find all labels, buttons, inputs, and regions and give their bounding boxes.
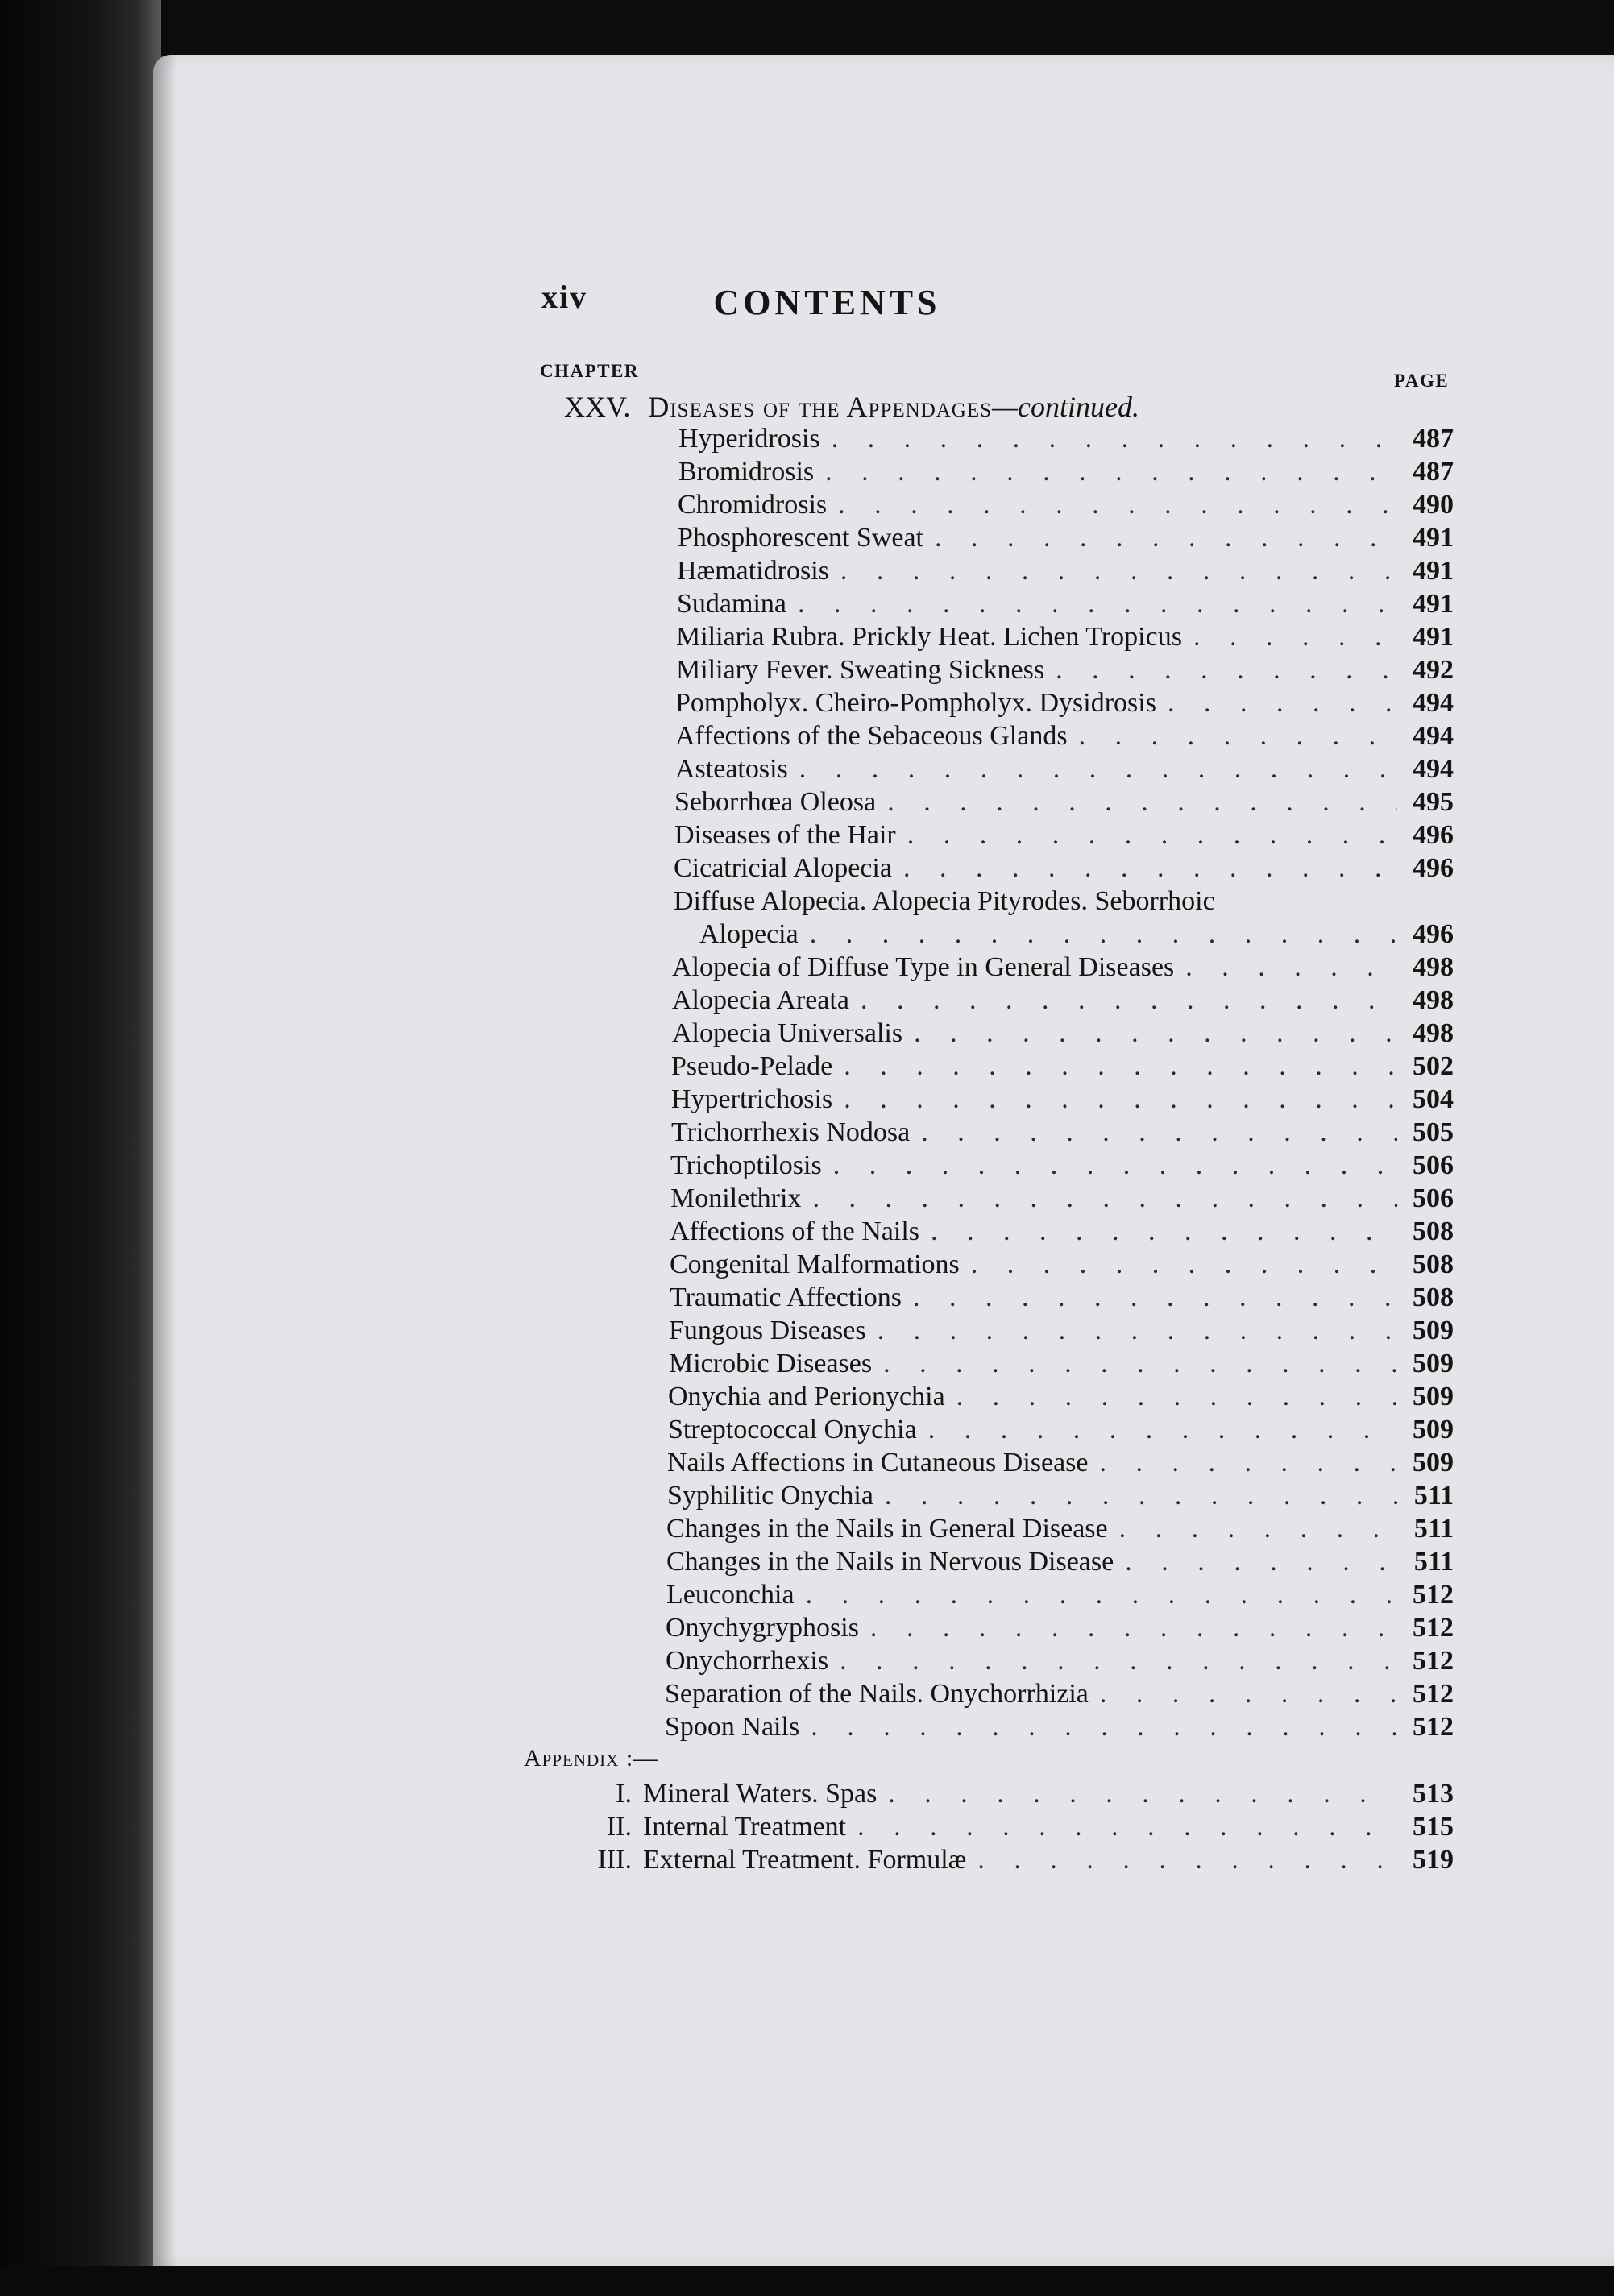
toc-entry — [668, 1382, 1454, 1414]
toc-entry-title: Asteatosis — [675, 754, 788, 784]
appendix-entry-title: External Treatment. Formulæ — [643, 1845, 967, 1875]
running-title: CONTENTS — [713, 283, 941, 322]
toc-entry-title: Changes in the Nails in Nervous Disease — [666, 1547, 1114, 1577]
toc-entry-page: 494 — [1413, 721, 1454, 751]
toc-entry-page: 505 — [1413, 1117, 1454, 1147]
toc-entry-page: 495 — [1413, 787, 1454, 817]
toc-entry-title: Pseudo-Pelade — [671, 1051, 833, 1081]
toc-entry-page: 492 — [1413, 655, 1454, 685]
toc-entry-title: Miliaria Rubra. Prickly Heat. Lichen Tropicus — [676, 622, 1182, 652]
toc-entry-title: Phosphorescent Sweat — [678, 523, 924, 553]
appendix-entry — [575, 1812, 1454, 1844]
toc-entry — [670, 1183, 1454, 1216]
toc-entry-page: 509 — [1413, 1415, 1454, 1444]
toc-entry-title: Alopecia Universalis — [672, 1018, 903, 1048]
toc-entry-page: 509 — [1413, 1316, 1454, 1345]
toc-entry — [670, 1250, 1454, 1282]
scan-background-bottom — [0, 2266, 1614, 2296]
toc-entry-title: Hyperidrosis — [678, 424, 820, 454]
toc-entry — [672, 985, 1454, 1017]
toc-entry — [670, 1283, 1454, 1315]
toc-entry-page: 504 — [1413, 1084, 1454, 1114]
toc-entry — [666, 1547, 1454, 1579]
toc-entry-title: Changes in the Nails in General Disease — [666, 1514, 1108, 1544]
toc-entry — [677, 556, 1454, 588]
toc-entry-title: Bromidrosis — [678, 457, 815, 487]
toc-entry-page: 490 — [1413, 490, 1454, 520]
toc-entry-page: 502 — [1413, 1051, 1454, 1081]
toc-entry — [670, 1216, 1454, 1249]
appendix-entry-title: Internal Treatment — [643, 1812, 847, 1842]
toc-entry-page: 496 — [1413, 853, 1454, 883]
toc-entry-title: Fungous Diseases — [669, 1316, 866, 1345]
toc-entry — [674, 820, 1454, 852]
toc-entry-page: 511 — [1413, 1547, 1454, 1577]
toc-entry — [666, 1646, 1454, 1678]
toc-entry — [677, 589, 1454, 621]
chapter-number: XXV. — [564, 391, 631, 423]
toc-entry-title: Chromidrosis — [678, 490, 828, 520]
toc-entry — [678, 457, 1454, 489]
toc-entry-title-continued: Alopecia — [699, 919, 799, 949]
page-number: xiv — [541, 279, 588, 315]
toc-entry — [667, 1448, 1454, 1480]
toc-entry — [671, 1051, 1454, 1084]
toc-entry-page: 506 — [1413, 1183, 1454, 1213]
toc-entry — [671, 1117, 1454, 1150]
toc-entry-title: Pompholyx. Cheiro-Pompholyx. Dysidrosis — [675, 688, 1156, 718]
toc-entry-title: Cicatricial Alopecia — [674, 853, 892, 883]
toc-entry-page: 496 — [1413, 820, 1454, 850]
toc-entry-page: 512 — [1413, 1679, 1454, 1709]
toc-entry-page: 509 — [1413, 1349, 1454, 1378]
appendix-entry-page: 519 — [1413, 1845, 1454, 1875]
toc-entry-title: Onychorrhexis — [666, 1646, 829, 1676]
chapter-continued: —continued. — [992, 391, 1140, 423]
toc-entry — [676, 622, 1454, 654]
toc-entry — [675, 721, 1454, 753]
toc-entry-title: Congenital Malformations — [670, 1250, 960, 1279]
toc-entry-page: 509 — [1413, 1448, 1454, 1477]
toc-entry-page: 491 — [1413, 622, 1454, 652]
toc-entry — [669, 1349, 1454, 1381]
toc-entry-page: 487 — [1413, 457, 1454, 487]
toc-entry-page: 512 — [1413, 1580, 1454, 1610]
toc-entry-page: 509 — [1413, 1382, 1454, 1411]
appendix-numeral: I. — [616, 1779, 632, 1809]
toc-entry-title: Trichorrhexis Nodosa — [671, 1117, 911, 1147]
toc-entry-title: Miliary Fever. Sweating Sickness — [676, 655, 1045, 685]
toc-entry-title: Trichoptilosis — [670, 1150, 822, 1180]
toc-entry-title: Syphilitic Onychia — [667, 1481, 873, 1511]
toc-entry — [675, 688, 1454, 720]
toc-entry-title: Affections of the Nails — [670, 1216, 920, 1246]
toc-entry-title: Hæmatidrosis — [677, 556, 829, 586]
appendix-heading — [524, 1745, 658, 1772]
toc-entry-page: 512 — [1413, 1646, 1454, 1676]
toc-entry-page: 508 — [1413, 1283, 1454, 1312]
chapter-column-label: CHAPTER — [540, 361, 639, 381]
appendix-entry — [575, 1779, 1454, 1811]
toc-entry-page: 498 — [1413, 985, 1454, 1015]
toc-entry-title: Spoon Nails — [665, 1712, 800, 1742]
appendix-entry — [575, 1845, 1454, 1877]
toc-entry-title: Leuconchia — [666, 1580, 795, 1610]
toc-entry — [666, 1514, 1454, 1546]
toc-entry-title: Traumatic Affections — [670, 1283, 902, 1312]
toc-entry — [675, 754, 1454, 786]
toc-entry-title: Alopecia Areata — [672, 985, 849, 1015]
toc-entry-page: 512 — [1413, 1712, 1454, 1742]
toc-entry-title: Monilethrix — [670, 1183, 802, 1213]
page-column-label: PAGE — [1394, 371, 1450, 391]
toc-entry — [666, 1580, 1454, 1612]
toc-entry-page: 512 — [1413, 1613, 1454, 1643]
toc-entry — [674, 787, 1454, 819]
appendix-numeral: III. — [597, 1845, 632, 1875]
toc-entry-page: 508 — [1413, 1216, 1454, 1246]
toc-entry — [678, 523, 1454, 555]
toc-entry-title: Alopecia of Diffuse Type in General Diseases — [672, 952, 1175, 982]
chapter-title: Diseases of the Appendages — [648, 391, 993, 423]
toc-entry-title: Streptococcal Onychia — [668, 1415, 917, 1444]
toc-entry — [665, 1712, 1454, 1744]
toc-entry-page: 494 — [1413, 688, 1454, 718]
toc-entry-title: Onychygryphosis — [666, 1613, 859, 1643]
toc-entry-title: Sudamina — [677, 589, 786, 619]
toc-entry — [671, 1084, 1454, 1117]
toc-entry — [665, 1679, 1454, 1711]
toc-entry — [678, 424, 1454, 456]
toc-entry — [672, 1018, 1454, 1051]
toc-entry — [669, 1316, 1454, 1348]
toc-entry-page: 511 — [1413, 1514, 1454, 1544]
toc-entry — [676, 655, 1454, 687]
toc-entry-page: 498 — [1413, 1018, 1454, 1048]
toc-entry-page: 491 — [1413, 556, 1454, 586]
toc-entry-title: Affections of the Sebaceous Glands — [675, 721, 1068, 751]
toc-entry-page: 487 — [1413, 424, 1454, 454]
toc-entry — [668, 1415, 1454, 1447]
toc-entry-page: 491 — [1413, 523, 1454, 553]
toc-entry-page: 498 — [1413, 952, 1454, 982]
toc-entry-page: 494 — [1413, 754, 1454, 784]
appendix-heading-text: Appendix :— — [524, 1745, 659, 1772]
toc-entry-page: 508 — [1413, 1250, 1454, 1279]
toc-entry-title: Seborrhœa Oleosa — [674, 787, 877, 817]
toc-entry — [670, 1150, 1454, 1183]
toc-entry-page: 511 — [1413, 1481, 1454, 1511]
toc-entry — [678, 490, 1454, 522]
appendix-numeral: II. — [606, 1812, 632, 1842]
toc-entry-title: Hypertrichosis — [671, 1084, 833, 1114]
toc-entry-page: 496 — [1413, 919, 1454, 949]
appendix-entry-title: Mineral Waters. Spas — [643, 1779, 878, 1809]
toc-entry — [672, 952, 1454, 984]
toc-entry-page: 506 — [1413, 1150, 1454, 1180]
toc-entry — [699, 919, 1454, 951]
toc-entry-page: 491 — [1413, 589, 1454, 619]
toc-entry-title: Separation of the Nails. Onychorrhizia — [665, 1679, 1089, 1709]
toc-entry-title: Nails Affections in Cutaneous Disease — [667, 1448, 1089, 1477]
toc-entry-title: Diseases of the Hair — [674, 820, 896, 850]
toc-entry-title: Diffuse Alopecia. Alopecia Pityrodes. Seborrhoic — [674, 886, 1215, 916]
toc-entry — [674, 853, 1454, 885]
appendix-entry-page: 513 — [1413, 1779, 1454, 1809]
toc-entry — [667, 1481, 1454, 1513]
toc-entry — [666, 1613, 1454, 1645]
toc-entry-title: Microbic Diseases — [669, 1349, 873, 1378]
toc-entry-title: Onychia and Perionychia — [668, 1382, 945, 1411]
appendix-entry-page: 515 — [1413, 1812, 1454, 1842]
